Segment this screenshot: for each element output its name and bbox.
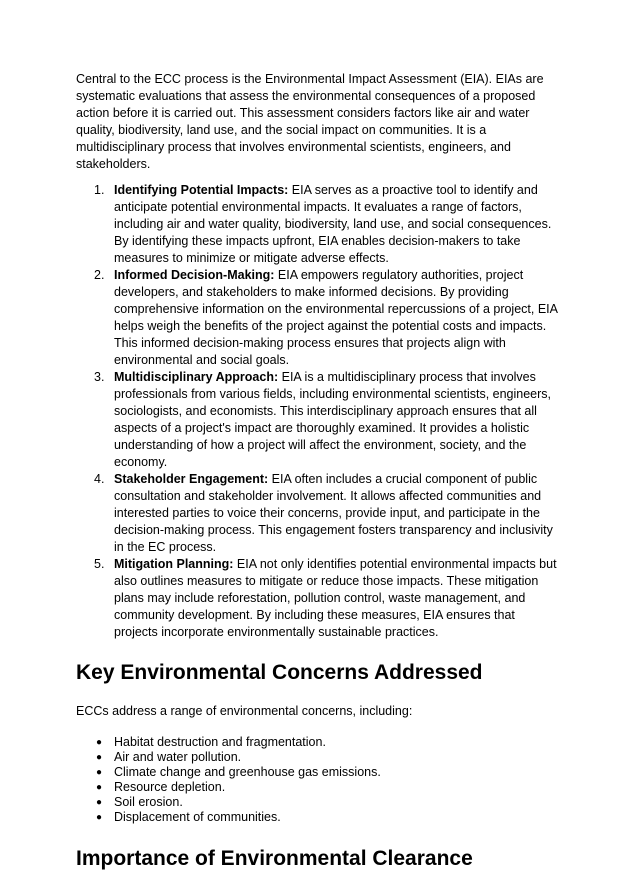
bullet-icon: ●: [96, 752, 103, 763]
list-number: 4.: [94, 472, 105, 486]
list-item: [76, 750, 562, 765]
list-item-text: EIA not only identifies potential environmental impacts but also outlines measures to mitigate or reduce those impacts. These mitigation plans may include reforestation, pollution control, waste management, and community development. By including these measures, EIA ensures that projects incorporate environmentally sustainable practices.: [114, 557, 557, 639]
list-item-text: EIA often includes a crucial component of public consultation and stakeholder involvement. It allows affected communities and interested parties to voice their concerns, provide input, and participate in the decision-making process. This engagement fosters transparency and inclusivity in the EC process.: [114, 472, 553, 554]
list-item: [76, 267, 562, 369]
bullet-icon: ●: [96, 782, 103, 793]
bullet-text: Climate change and greenhouse gas emissions.: [114, 765, 381, 779]
list-item-text: EIA serves as a proactive tool to identify and anticipate potential environmental impacts. It evaluates a range of factors, including air and water quality, biodiversity, land use, and social consequences. By identifying these impacts upfront, EIA enables decision-makers to take measures to minimize or mitigate adverse effects.: [114, 183, 552, 265]
bullet-text: Air and water pollution.: [114, 750, 242, 764]
bullet-text: Displacement of communities.: [114, 810, 281, 824]
list-item: [76, 810, 562, 825]
list-item: [76, 369, 562, 471]
intro-paragraph: Central to the ECC process is the Environmental Impact Assessment (EIA). EIAs are systematic evaluations that assess the environmental consequences of a proposed action before it is carried out. This assessment considers factors like air and water quality, biodiversity, land use, and the social impact on communities. It is a multidisciplinary process that involves environmental scientists, engineers, and stakeholders.: [76, 72, 544, 171]
eia-numbered-list: [76, 182, 562, 641]
list-item-title: Identifying Potential Impacts:: [114, 183, 289, 197]
bullet-text: Habitat destruction and fragmentation.: [114, 735, 326, 749]
list-number: 1.: [94, 183, 105, 197]
bullet-icon: ●: [96, 812, 103, 823]
list-item-text: EIA is a multidisciplinary process that involves professionals from various fields, including environmental scientists, engineers, sociologists, and economists. This interdisciplinary approach ensures that all aspects of a project's impact are thoroughly examined. It provides a holistic understanding of how a project will affect the environment, society, and the economy.: [114, 370, 552, 469]
section-heading-key-concerns: Key Environmental Concerns Addressed: [76, 661, 483, 684]
concerns-intro-paragraph: ECCs address a range of environmental concerns, including:: [76, 704, 413, 718]
bullet-text: Resource depletion.: [114, 780, 226, 794]
list-item: [76, 182, 562, 267]
list-item-text: EIA empowers regulatory authorities, project developers, and stakeholders to make informed decisions. By providing comprehensive information on the environmental repercussions of a project, EIA helps weigh the benefits of the project against the potential costs and impacts. This informed decision-making process ensures that projects align with environmental and social goals.: [114, 268, 558, 367]
bullet-icon: ●: [96, 797, 103, 808]
concerns-bullet-list: [76, 735, 562, 825]
list-number: 5.: [94, 557, 105, 571]
list-number: 3.: [94, 370, 105, 384]
list-item-title: Stakeholder Engagement:: [114, 472, 269, 486]
list-item: [76, 735, 562, 750]
bullet-icon: ●: [96, 737, 103, 748]
list-item: [76, 471, 562, 556]
list-item-title: Multidisciplinary Approach:: [114, 370, 279, 384]
list-number: 2.: [94, 268, 105, 282]
list-item: [76, 780, 562, 795]
list-item-title: Mitigation Planning:: [114, 557, 234, 571]
list-item-title: Informed Decision-Making:: [114, 268, 275, 282]
bullet-text: Soil erosion.: [114, 795, 183, 809]
list-item: [76, 765, 562, 780]
bullet-icon: ●: [96, 767, 103, 778]
list-item: [76, 556, 562, 641]
section-heading-importance: Importance of Environmental Clearance: [76, 847, 473, 870]
list-item: [76, 795, 562, 810]
